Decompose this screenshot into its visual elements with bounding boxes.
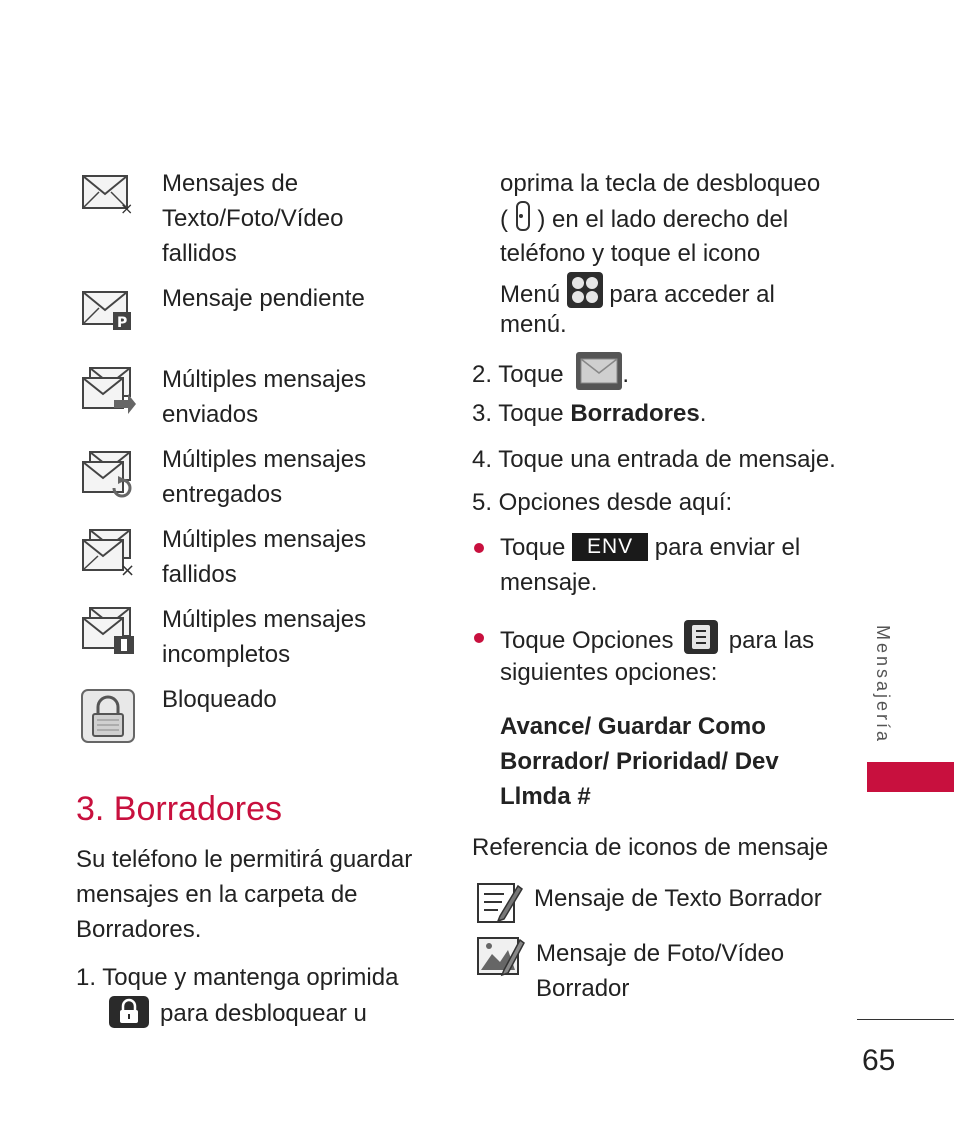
- multi-envelope-failed-icon: [80, 528, 138, 583]
- draft-photo-video-message-label: Mensaje de Foto/Vídeo Borrador: [536, 940, 785, 1002]
- multi-envelope-incomplete-label: Múltiples mensajes incompletos: [162, 606, 367, 668]
- envelope-failed-label: Mensajes de Texto/Foto/Vídeo fallidos: [162, 170, 344, 267]
- bullet-2: Toque Opciones para las: [500, 620, 814, 664]
- step-3: 3. Toque Borradores.: [472, 400, 707, 427]
- envelope-failed-icon: [80, 170, 136, 223]
- bullet-dot: [474, 633, 484, 643]
- svg-text:×: ×: [120, 199, 134, 218]
- messaging-icon: [576, 352, 622, 400]
- bullet-1: Toque ENV para enviar el: [500, 534, 801, 561]
- svg-text:P: P: [117, 315, 128, 331]
- section-intro: Su teléfono le permitirá guardar mensajes en la carpeta de Borradores.: [76, 846, 413, 943]
- chapter-tab: [867, 762, 954, 792]
- draft-text-message-icon: [476, 880, 524, 931]
- step-1-cont-3: teléfono y toque el icono: [500, 240, 761, 267]
- menu-icon: [567, 272, 603, 318]
- page-number-rule: [857, 1019, 954, 1020]
- svg-text:×: ×: [120, 560, 136, 578]
- multi-envelope-sent-label: Múltiples mensajes enviados: [162, 366, 367, 428]
- multi-envelope-incomplete-icon: [80, 606, 138, 661]
- unlock-key-icon: [108, 995, 150, 1034]
- envelope-pending-label: Mensaje pendiente: [162, 285, 365, 312]
- step-2: 2. Toque .: [472, 352, 629, 400]
- step-1-line-b: para desbloquear u: [160, 1000, 367, 1027]
- draft-photo-video-message-icon: [476, 934, 526, 985]
- options-list: Avance/ Guardar Como Borrador/ Prioridad/ Dev Llmda #: [500, 713, 779, 810]
- multi-envelope-failed-label: Múltiples mensajes fallidos: [162, 526, 367, 588]
- bullet-dot: [474, 543, 484, 553]
- step-1-cont-2: ( ) en el lado derecho del: [500, 201, 788, 241]
- icon-reference-title: Referencia de iconos de mensaje: [472, 834, 829, 861]
- step-5: 5. Opciones desde aquí:: [472, 489, 733, 516]
- multi-envelope-delivered-label: Múltiples mensajes entregados: [162, 446, 367, 508]
- step-1-cont-4: Menú para acceder al: [500, 272, 775, 318]
- locked-label: Bloqueado: [162, 686, 277, 713]
- step-1-line-a: 1. Toque y mantenga oprimida: [76, 964, 399, 991]
- envelope-pending-icon: [80, 286, 136, 339]
- page-number: 65: [862, 1044, 896, 1077]
- multi-envelope-delivered-icon: [80, 450, 138, 505]
- chapter-side-label: Mensajería: [873, 625, 893, 745]
- side-unlock-key-icon: [515, 201, 531, 241]
- env-softkey: ENV: [572, 533, 648, 561]
- draft-text-message-label: Mensaje de Texto Borrador: [534, 885, 822, 912]
- multi-envelope-sent-icon: [80, 366, 138, 421]
- section-title: 3. Borradores: [76, 790, 282, 828]
- bullet-1-cont: mensaje.: [500, 569, 598, 596]
- step-1-cont-5: menú.: [500, 311, 567, 338]
- step-4: 4. Toque una entrada de mensaje.: [472, 446, 836, 473]
- step-1-cont-1: oprima la tecla de desbloqueo: [500, 170, 821, 197]
- locked-icon: [80, 688, 136, 749]
- bullet-2-cont: siguientes opciones:: [500, 659, 718, 686]
